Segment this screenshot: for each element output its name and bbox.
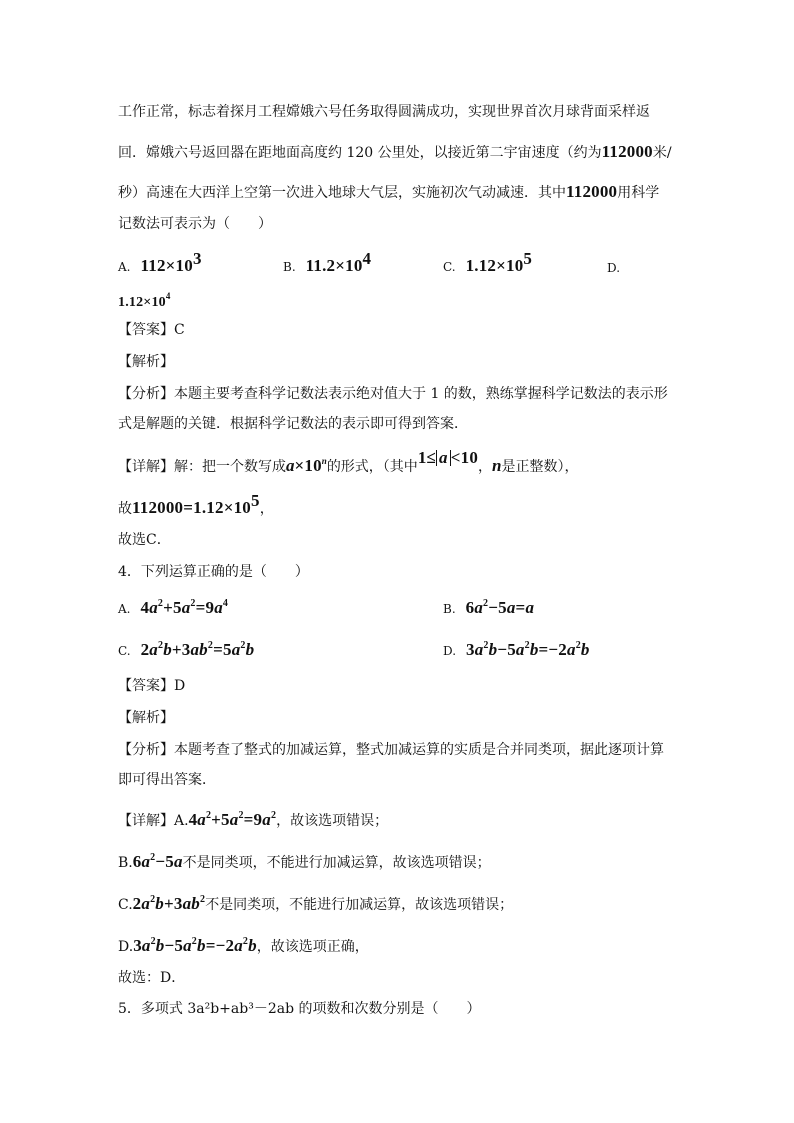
option-math: $2a^2b+3ab^2=5a^2b$: [140, 640, 255, 659]
q4-choose: [118, 968, 185, 988]
option-label: A.: [118, 260, 131, 274]
q3-stem-text: 回．嫦娥六号返回器在距地面高度约 120 公里处，以接近第二宇宙速度（约为: [118, 145, 602, 161]
q3-stem-line-1: [118, 102, 650, 122]
option-label: A.: [118, 602, 131, 616]
option-exponent: 5: [523, 249, 533, 268]
q3-option-d-value: [118, 292, 171, 313]
question-stem: 4．下列运算正确的是（ ）: [118, 564, 309, 580]
analysis-heading: 【解析】: [118, 710, 174, 726]
q4-option-b: [443, 598, 534, 619]
q4-stem: [118, 562, 309, 582]
analysis-text: 【分析】本题主要考查科学记数法表示绝对值大于 1 的数，熟练掌握科学记数法的表示形: [118, 386, 668, 402]
option-label: C.: [443, 260, 456, 274]
option-math: $4a^2+5a^2=9a^4$: [140, 598, 229, 617]
math-number: 112000: [601, 142, 653, 161]
q4-detail-c: [118, 894, 513, 915]
detail-math: $2a^2b+3ab^2$: [132, 894, 206, 913]
question-stem: 5．多项式 3a²b+ab³－2ab 的项数和次数分别是（ ）: [118, 1001, 481, 1017]
q4-option-a: [118, 598, 228, 619]
math-text: ×10: [294, 456, 322, 475]
option-math: 11.2×10: [305, 256, 363, 275]
option-label: C.: [118, 644, 131, 658]
option-exponent: 4: [165, 291, 171, 301]
detail-math: $4a^2+5a^2=9a^2$: [188, 810, 277, 829]
q3-so: [118, 491, 274, 519]
q3-detail: [118, 448, 579, 477]
q3-stem-line-3: [118, 182, 659, 203]
q3-stem-line-2: [118, 142, 672, 163]
detail-text: ，: [478, 459, 493, 475]
detail-text: ，故该选项正确，: [256, 939, 369, 955]
option-math: 1.12×10: [118, 295, 166, 310]
option-math: $3a^2b-5a^2b=-2a^2b$: [466, 640, 590, 659]
q3-option-d: [607, 258, 630, 278]
option-math: 1.12×10: [465, 256, 524, 275]
q4-fenxi-2: [118, 770, 216, 790]
q3-option-c: [443, 249, 533, 277]
detail-text: 不是同类项，不能进行加减运算，故该选项错误；: [205, 897, 514, 913]
q3-stem-line-4: [118, 214, 272, 234]
detail-text: 【详解】解：把一个数写成: [118, 459, 286, 475]
option-label: B.: [443, 602, 456, 616]
q4-detail-a: [118, 810, 388, 831]
q3-option-b: [283, 249, 372, 277]
detail-text: 不是同类项，不能进行加减运算，故该选项错误；: [182, 855, 491, 871]
option-exponent: 4: [362, 249, 372, 268]
detail-text: 故: [118, 501, 132, 517]
q3-stem-text: 米/: [652, 145, 672, 161]
choose-text: 故选C．: [118, 532, 171, 548]
q4-option-d: [443, 640, 590, 661]
math-variable: n: [492, 456, 502, 475]
option-label: D.: [607, 261, 621, 275]
q3-stem-text: 记数法可表示为（ ）: [118, 216, 272, 232]
q4-detail-d: [118, 936, 369, 957]
analysis-text: 式是解题的关键．根据科学记数法的表示即可得到答案．: [118, 416, 468, 432]
q4-analysis-head: [118, 708, 174, 728]
math-text: 1≤: [417, 448, 437, 467]
detail-math: $6a^2-5a$: [132, 852, 183, 871]
option-label: B.: [283, 260, 296, 274]
q4-fenxi-1: [118, 740, 664, 760]
q3-stem-text: 工作正常，标志着探月工程嫦娥六号任务取得圆满成功，实现世界首次月球背面采样返: [118, 104, 650, 120]
math-exponent: n: [321, 456, 327, 466]
detail-text: 是正整数），: [501, 459, 579, 475]
math-variable: a: [286, 456, 295, 475]
q3-analysis-head: [118, 352, 174, 372]
detail-text: ，: [259, 501, 274, 517]
choose-text: 故选：D．: [118, 970, 186, 986]
math-text: <10: [450, 448, 479, 467]
detail-text: ，故该选项错误；: [276, 813, 389, 829]
option-math: $6a^2-5a=a$: [465, 598, 535, 617]
q3-choose: [118, 530, 171, 550]
q4-option-c: [118, 640, 254, 661]
detail-text: B.: [118, 855, 133, 871]
q3-fenxi-2: [118, 414, 468, 434]
detail-math: $3a^2b-5a^2b=-2a^2b$: [133, 936, 257, 955]
analysis-text: 【分析】本题考查了整式的加减运算，整式加减运算的实质是合并同类项，据此逐项计算: [118, 742, 664, 758]
q3-stem-text: 秒）高速在大西洋上空第一次进入地球大气层，实施初次气动减速．其中: [118, 185, 566, 201]
detail-text: C.: [118, 897, 133, 913]
option-label: D.: [443, 644, 457, 658]
q3-stem-text: 用科学: [617, 185, 660, 201]
q3-fenxi-1: [118, 384, 668, 404]
inequality: [418, 448, 478, 467]
q4-answer: [118, 676, 185, 696]
analysis-heading: 【解析】: [118, 354, 174, 370]
detail-text: 的形式，（其中: [326, 459, 418, 475]
absolute-value: a: [436, 450, 451, 466]
math-number: 112000: [566, 182, 618, 201]
option-math: 112×10: [140, 256, 193, 275]
q4-detail-b: [118, 852, 491, 873]
q3-answer: [118, 320, 185, 340]
analysis-text: 即可得出答案．: [118, 772, 216, 788]
math-exponent: 5: [251, 491, 260, 510]
math-text: 112000=1.12×10: [132, 498, 251, 517]
detail-text: 【详解】A.: [118, 813, 189, 829]
answer-text: 【答案】D: [118, 678, 186, 694]
detail-text: D.: [118, 939, 134, 955]
answer-text: 【答案】C: [118, 322, 185, 338]
q5-stem: [118, 999, 481, 1019]
option-exponent: 3: [192, 249, 202, 268]
q3-option-a: [118, 249, 202, 277]
